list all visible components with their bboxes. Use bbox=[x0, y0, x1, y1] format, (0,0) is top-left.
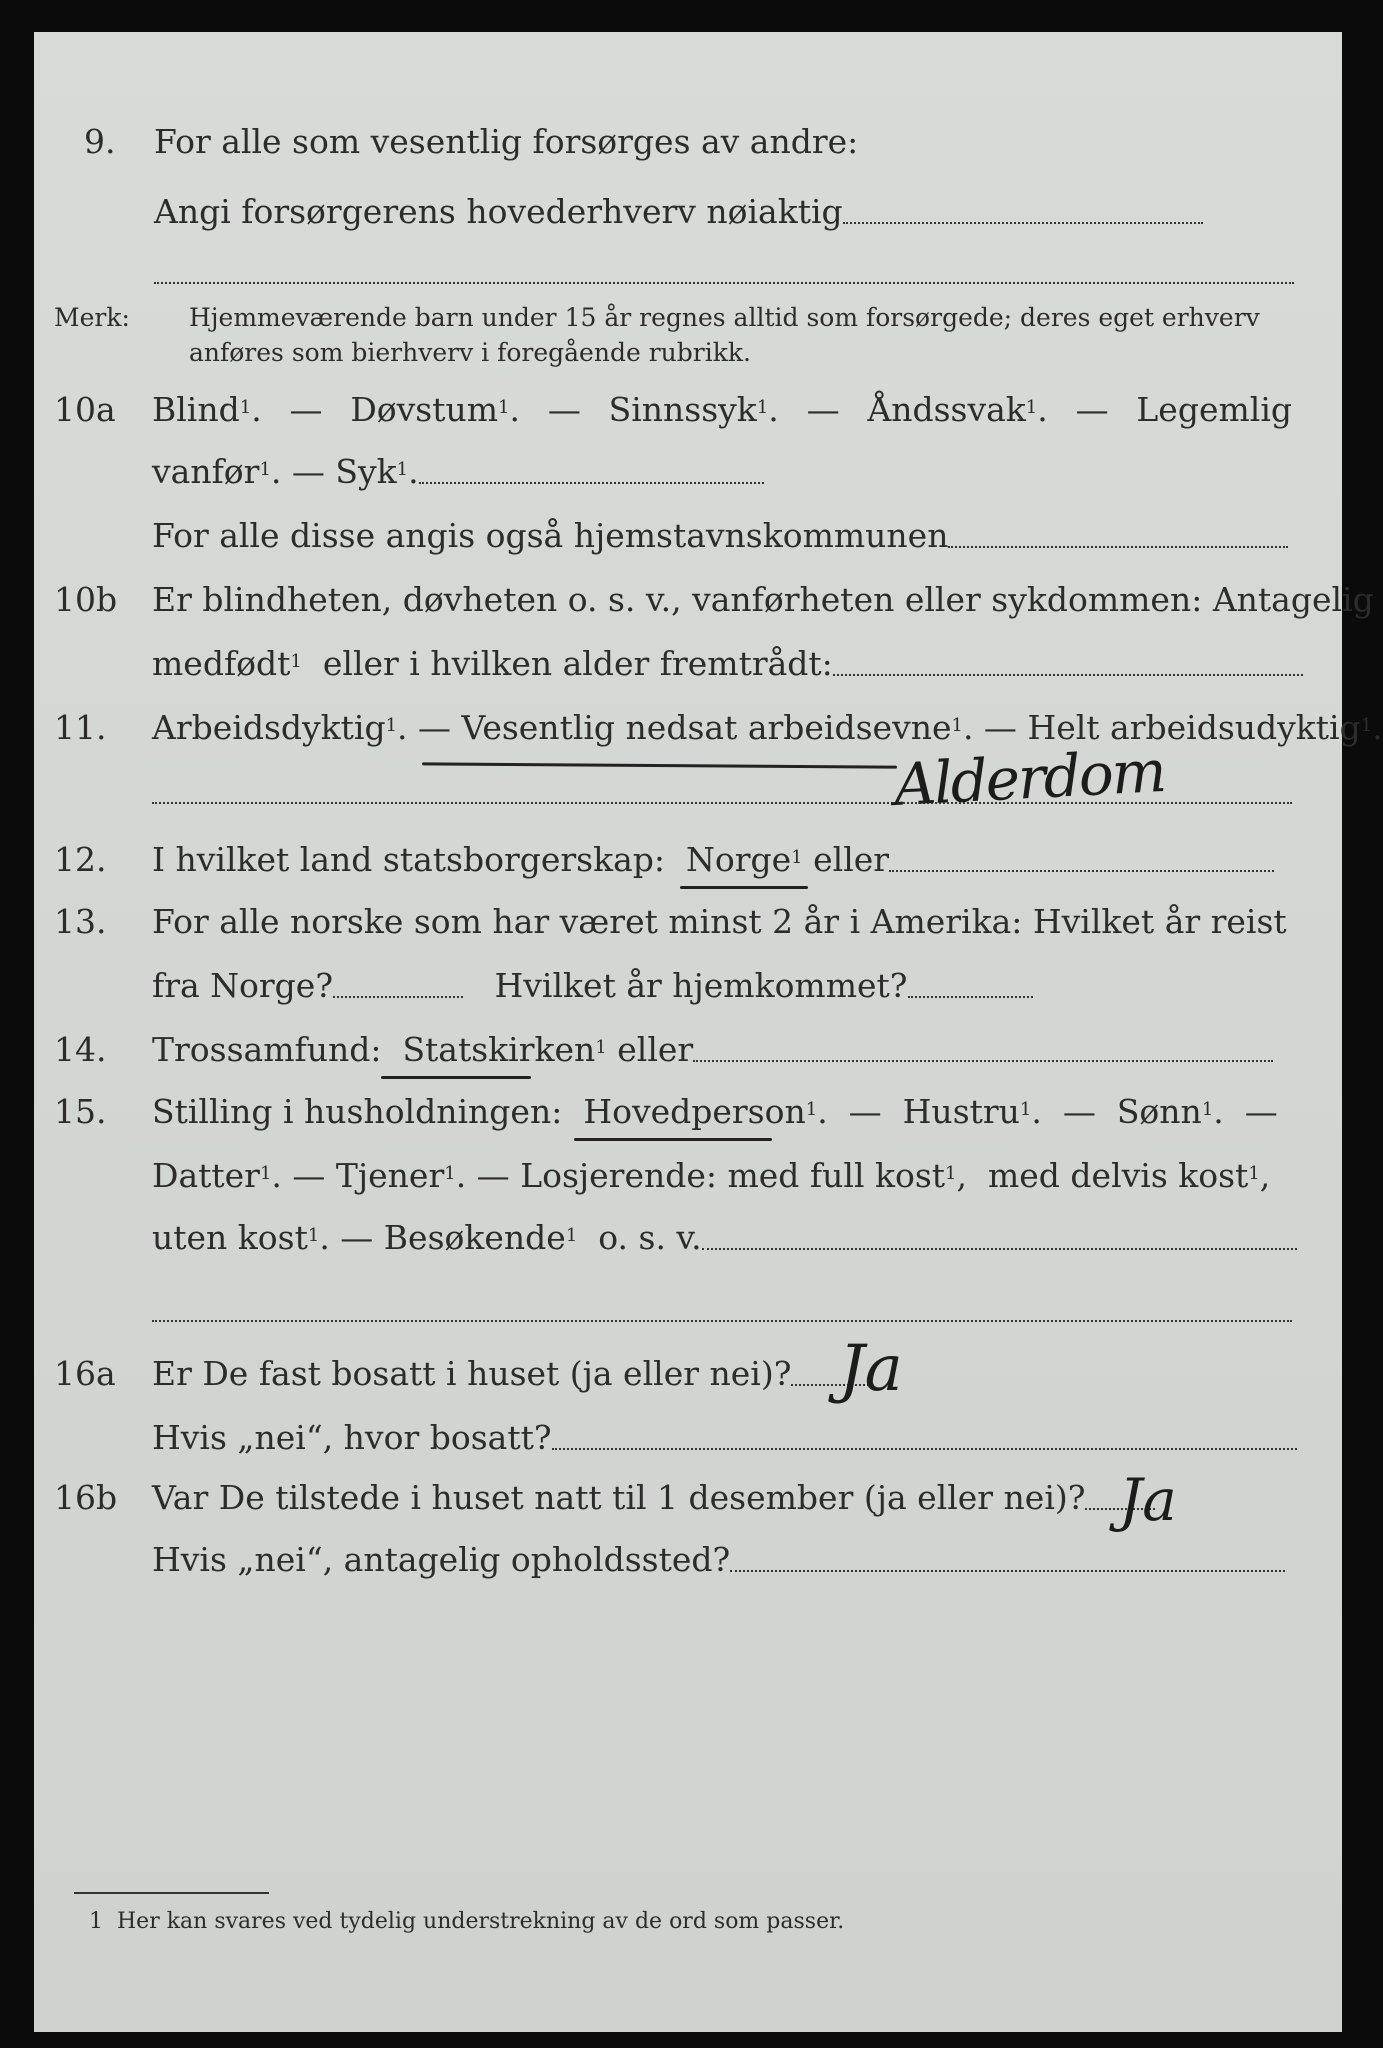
question-text: Arbeidsdyktig$^1$. — Vesentlig nedsat arbeidsevne$^1$. — Helt arbeidsudyktig$^1$. bbox=[152, 708, 1383, 747]
option-text: Døvstum$^1$. bbox=[350, 390, 520, 429]
question-text: Datter$^1$. — Tjener$^1$. — Losjerende: med full kost$^1$, med delvis kost$^1$, bbox=[152, 1156, 1271, 1195]
question-text bbox=[152, 966, 1033, 1006]
footnote-mark: 1 bbox=[89, 1909, 103, 1934]
question-text: medfødt$^1$ eller i hvilken alder fremtrådt: bbox=[152, 644, 1303, 684]
question-text: Hvis „nei“, antagelig opholdssted? bbox=[152, 1540, 731, 1579]
dash: — bbox=[547, 390, 581, 429]
answer-line bbox=[833, 670, 1303, 676]
option-text: eller bbox=[813, 840, 890, 879]
question-number: 16a bbox=[54, 1354, 116, 1393]
question-text: Trossamfund: bbox=[152, 1030, 382, 1069]
question-text: I hvilket land statsborgerskap: Norge$^1$ eller bbox=[152, 840, 1274, 880]
option-text: Datter bbox=[152, 1156, 260, 1195]
question-text: Er De fast bosatt i huset (ja eller nei)? bbox=[152, 1354, 792, 1393]
answer-line bbox=[333, 992, 463, 998]
option-text: uten kost bbox=[152, 1218, 308, 1257]
answer-line bbox=[948, 542, 1288, 548]
answer-line bbox=[908, 992, 1033, 998]
question-text bbox=[152, 1354, 869, 1394]
footnote-text: Her kan svares ved tydelig understrekning av de ord som passer. bbox=[117, 1909, 845, 1934]
answer-line bbox=[889, 866, 1274, 872]
question-number: 16b bbox=[54, 1478, 118, 1517]
question-text bbox=[154, 192, 1203, 232]
handwritten-answer: Ja bbox=[839, 1332, 903, 1406]
question-text bbox=[152, 390, 1292, 430]
question-text: Stilling i husholdningen: Hovedperson$^1$. — Hustru$^1$. — Sønn$^1$. — bbox=[152, 1092, 1278, 1131]
question-text: fra Norge? bbox=[152, 966, 334, 1005]
question-number: 14. bbox=[54, 1030, 107, 1069]
question-number: 12. bbox=[54, 840, 107, 879]
question-text bbox=[152, 1418, 1297, 1458]
option-text: Sinnssyk$^1$. bbox=[608, 390, 779, 429]
option-text-selected: Norge bbox=[686, 840, 792, 879]
option-text: Losjerende: med full kost bbox=[520, 1156, 946, 1195]
option-text: Legemlig bbox=[1136, 390, 1292, 429]
note-text: Hjemmeværende barn under 15 år regnes alltid som forsørgede; deres eget erhverv bbox=[189, 303, 1260, 332]
question-text: Hvis „nei“, hvor bosatt? bbox=[152, 1418, 552, 1457]
question-number: 10a bbox=[54, 390, 116, 429]
dash: — bbox=[806, 390, 840, 429]
census-form-page bbox=[34, 32, 1383, 2032]
option-text-selected: Vesentlig nedsat arbeidsevne bbox=[461, 708, 952, 747]
option-text: Åndssvak$^1$. bbox=[867, 390, 1048, 429]
option-text: medfødt bbox=[152, 644, 291, 683]
handwritten-answer: Ja bbox=[1119, 1466, 1177, 1534]
question-text: Trossamfund: Statskirken$^1$ eller bbox=[152, 1030, 1273, 1070]
answer-line bbox=[693, 1056, 1273, 1062]
answer-line bbox=[419, 478, 764, 484]
question-number: 15. bbox=[54, 1092, 107, 1131]
question-text: Var De tilstede i huset natt til 1 desember (ja eller nei)? bbox=[152, 1478, 1086, 1517]
question-text bbox=[152, 516, 1288, 556]
question-number: 10b bbox=[54, 580, 118, 619]
answer-line bbox=[552, 1444, 1297, 1450]
handwritten-underline bbox=[680, 886, 808, 889]
question-text bbox=[152, 1478, 1155, 1518]
question-text: I hvilket land statsborgerskap: bbox=[152, 840, 666, 879]
option-text: o. s. v. bbox=[598, 1218, 702, 1257]
question-number: 11. bbox=[54, 708, 107, 747]
handwritten-underline bbox=[381, 1076, 531, 1079]
note-text: anføres som bierhverv i foregående rubrikk. bbox=[189, 338, 751, 367]
question-text: Hvilket år hjemkommet? bbox=[494, 966, 908, 1005]
question-text: uten kost$^1$. — Besøkende$^1$ o. s. v. bbox=[152, 1218, 1297, 1258]
option-text-selected: Hovedperson bbox=[583, 1092, 806, 1131]
question-text: For alle som vesentlig forsørges av andre: bbox=[154, 122, 859, 161]
answer-line bbox=[730, 1566, 1285, 1572]
option-text: Blind$^1$. bbox=[152, 390, 262, 429]
handwritten-underline bbox=[574, 1138, 772, 1141]
question-text: eller i hvilken alder fremtrådt: bbox=[322, 644, 833, 683]
option-text: Helt arbeidsudyktig bbox=[1027, 708, 1361, 747]
option-text: eller bbox=[617, 1030, 694, 1069]
note-label: Merk: bbox=[54, 303, 130, 332]
answer-line bbox=[702, 1244, 1297, 1250]
answer-line bbox=[154, 282, 1294, 284]
option-text: med delvis kost bbox=[987, 1156, 1249, 1195]
option-text: Hustru bbox=[902, 1092, 1020, 1131]
handwritten-answer: Alderdom bbox=[892, 736, 1167, 820]
question-text: For alle norske som har været minst 2 år i Amerika: Hvilket år reist bbox=[152, 902, 1287, 941]
footnote bbox=[89, 1902, 844, 1942]
question-text bbox=[152, 1540, 1285, 1580]
option-text: vanfør bbox=[152, 452, 260, 491]
option-text: Syk bbox=[335, 452, 397, 491]
answer-line bbox=[843, 218, 1203, 224]
dash: — bbox=[289, 390, 323, 429]
dash: — bbox=[1075, 390, 1109, 429]
option-text: Arbeidsdyktig bbox=[152, 708, 386, 747]
footnote-rule bbox=[74, 1892, 269, 1894]
option-text: Sønn bbox=[1116, 1092, 1202, 1131]
option-text: Besøkende bbox=[383, 1218, 566, 1257]
question-text: Stilling i husholdningen: bbox=[152, 1092, 563, 1131]
option-text-selected: Statskirken bbox=[402, 1030, 596, 1069]
question-text: For alle disse angis også hjemstavnskommunen bbox=[152, 516, 949, 555]
question-text: Angi forsørgerens hovederhverv nøiaktig bbox=[154, 192, 843, 231]
question-number: 9. bbox=[84, 122, 116, 161]
question-number: 13. bbox=[54, 902, 107, 941]
handwritten-underline bbox=[422, 762, 897, 768]
option-text: Tjener bbox=[335, 1156, 445, 1195]
answer-line bbox=[152, 1320, 1292, 1322]
question-text: vanfør$^1$. — Syk$^1$. bbox=[152, 452, 764, 492]
question-text: Er blindheten, døvheten o. s. v., vanførheten eller sykdommen: Antagelig bbox=[152, 580, 1374, 619]
